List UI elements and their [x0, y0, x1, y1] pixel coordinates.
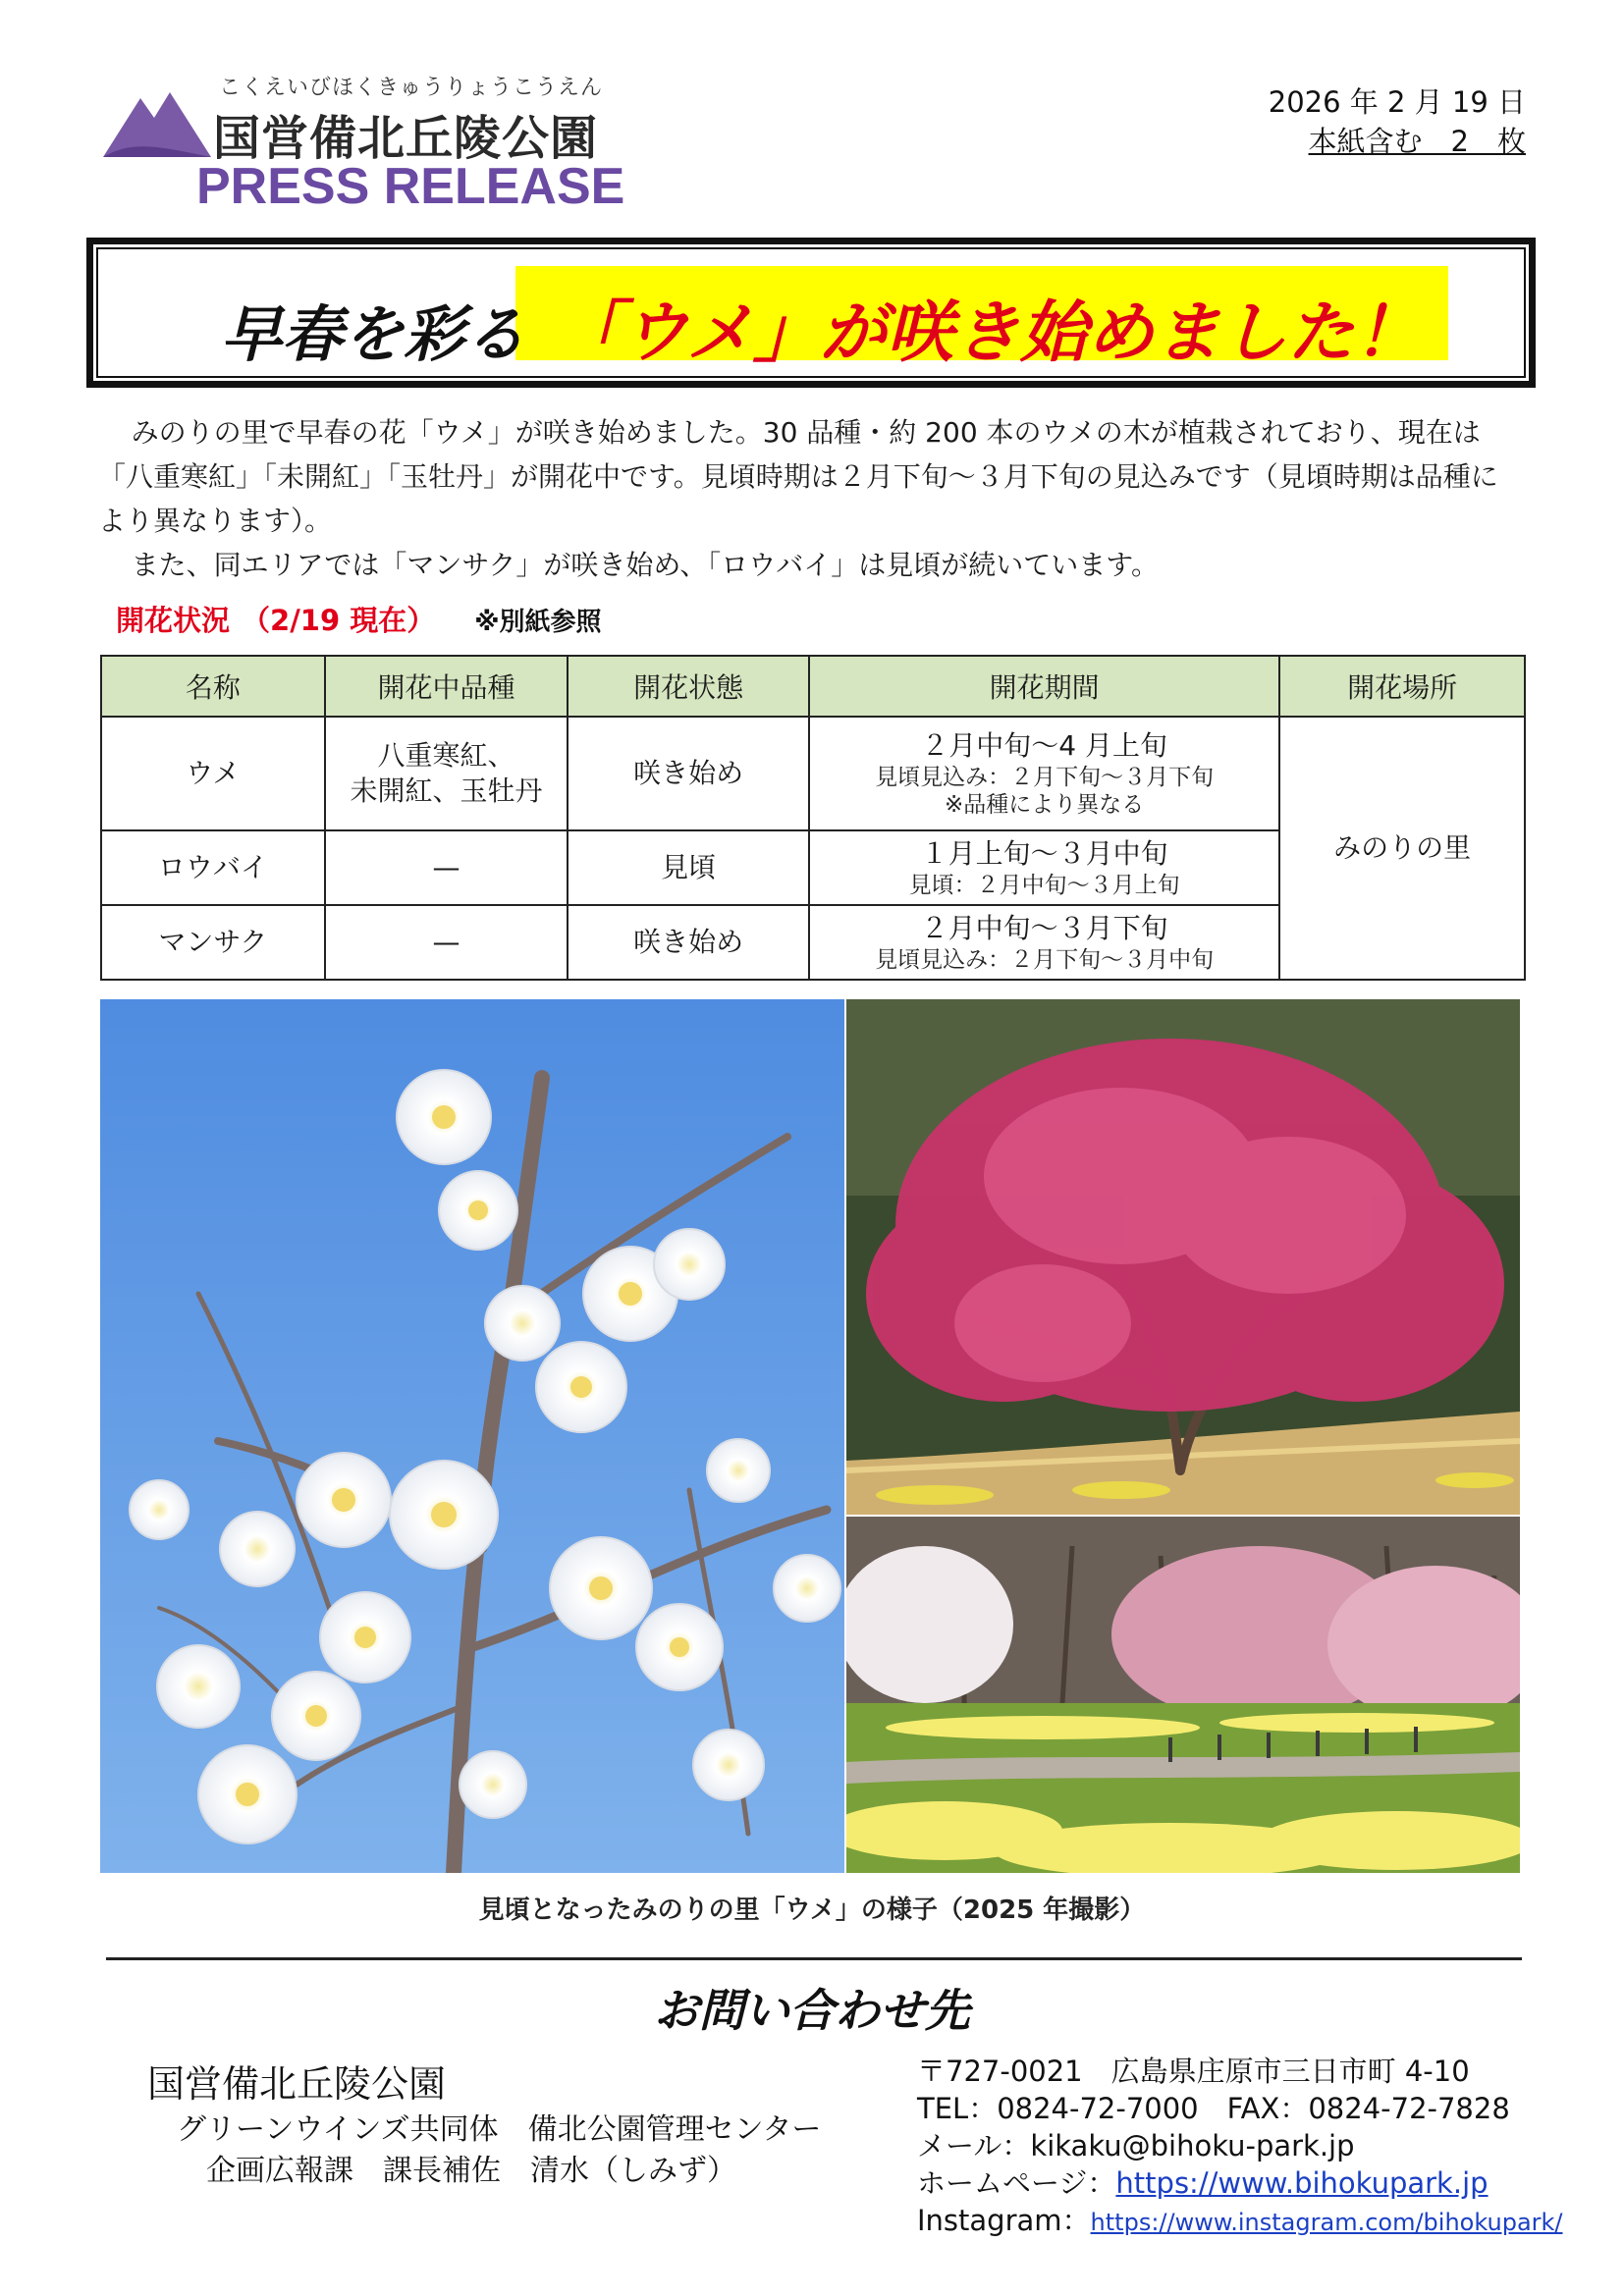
status-date: （2/19 現在） [242, 604, 436, 637]
contact-instagram [917, 2199, 1563, 2239]
cell-location: みのりの里 [1279, 717, 1525, 980]
contact-email[interactable]: メール：kikaku@bihoku-park.jp [917, 2129, 1355, 2163]
contact-heading: お問い合わせ先 [654, 1984, 970, 2037]
headline-prefix: 早春を彩る [221, 298, 526, 370]
bloom-status-heading [116, 599, 602, 639]
white-plum-blossom-photo [100, 999, 844, 1873]
plum-grove-daffodil-photo [846, 1517, 1520, 1873]
table-header-row [101, 656, 1525, 717]
cell-name: ウメ [101, 717, 325, 830]
period-main: ２月中旬～３月下旬 [920, 912, 1168, 944]
instagram-label: Instagram： [917, 2204, 1091, 2237]
status-title: 開花状況 [116, 604, 231, 637]
press-release-label: PRESS RELEASE [196, 158, 625, 215]
contact-person: 企画広報課 課長補佐 清水（しみず） [206, 2154, 736, 2188]
period-main: ２月中旬～4 月上旬 [921, 729, 1167, 762]
release-date: 2026 年 2 月 19 日 [1268, 85, 1526, 119]
header-location: 開花場所 [1279, 656, 1525, 717]
page-count: 本紙含む 2 枚 [1308, 125, 1526, 158]
bloom-status-table [100, 655, 1526, 981]
red-plum-tree-photo [846, 999, 1520, 1515]
cell-period [809, 905, 1279, 980]
header-varieties: 開花中品種 [325, 656, 568, 717]
cell-varieties: 八重寒紅、 未開紅、玉牡丹 [325, 717, 568, 830]
period-sub: 見頃見込み：２月下旬～３月下旬 [875, 765, 1215, 790]
website-label: ホームページ： [917, 2166, 1116, 2200]
contact-website [917, 2162, 1489, 2202]
cell-period [809, 717, 1279, 830]
cell-varieties: — [325, 905, 568, 980]
cell-name: ロウバイ [101, 830, 325, 905]
header-period: 開花期間 [809, 656, 1279, 717]
contact-department: グリーンウインズ共同体 備北公園管理センター [177, 2112, 822, 2147]
period-sub: 見頃：２月中旬～３月上旬 [908, 873, 1180, 898]
period-main: １月上旬～３月中旬 [920, 837, 1168, 870]
intro-paragraph-1: みのりの里で早春の花「ウメ」が咲き始めました。30 品種・約 200 本のウメの木が植栽されており、現在は「八重寒紅」「未開紅」「玉牡丹」が開花中です。見頃時期は２月下旬～３月下旬の見込みです（見頃時期は品種により異なります）。 [98, 416, 1498, 537]
cell-varieties: — [325, 830, 568, 905]
headline-box [86, 238, 1536, 388]
header-state: 開花状態 [568, 656, 809, 717]
headline-main: 「ウメ」が咲き始めました！ [555, 294, 1421, 372]
table-row [101, 717, 1525, 830]
org-ruby: こくえいびほくきゅうりょうこうえん [219, 76, 604, 100]
status-note: ※別紙参照 [474, 608, 602, 637]
park-logo [103, 71, 625, 215]
website-link[interactable]: https://www.bihokupark.jp [1115, 2166, 1489, 2200]
mountain-logo-icon [103, 90, 211, 159]
cell-period [809, 830, 1279, 905]
contact-org: 国営備北丘陵公園 [147, 2062, 447, 2106]
cell-state: 見頃 [568, 830, 809, 905]
contact-phone-fax: TEL：0824-72-7000 FAX：0824-72-7828 [917, 2092, 1510, 2125]
intro-text [98, 410, 1522, 587]
cell-name: マンサク [101, 905, 325, 980]
instagram-link[interactable]: https://www.instagram.com/bihokupark/ [1090, 2209, 1563, 2236]
org-name: 国営備北丘陵公園 [213, 111, 599, 166]
cell-state: 咲き始め [568, 905, 809, 980]
intro-paragraph-2: また、同エリアでは「マンサク」が咲き始め、「ロウバイ」は見頃が続いています。 [131, 549, 1159, 581]
footer-divider [106, 1957, 1522, 1960]
cell-state: 咲き始め [568, 717, 809, 830]
period-note: ※品種により異なる [945, 792, 1145, 818]
photo-caption: 見頃となったみのりの里「ウメ」の様子（2025 年撮影） [478, 1896, 1146, 1925]
period-sub: 見頃見込み：２月下旬～３月中旬 [875, 947, 1215, 973]
contact-address: 〒727-0021 広島県庄原市三日市町 4-10 [917, 2055, 1470, 2088]
header-name: 名称 [101, 656, 325, 717]
